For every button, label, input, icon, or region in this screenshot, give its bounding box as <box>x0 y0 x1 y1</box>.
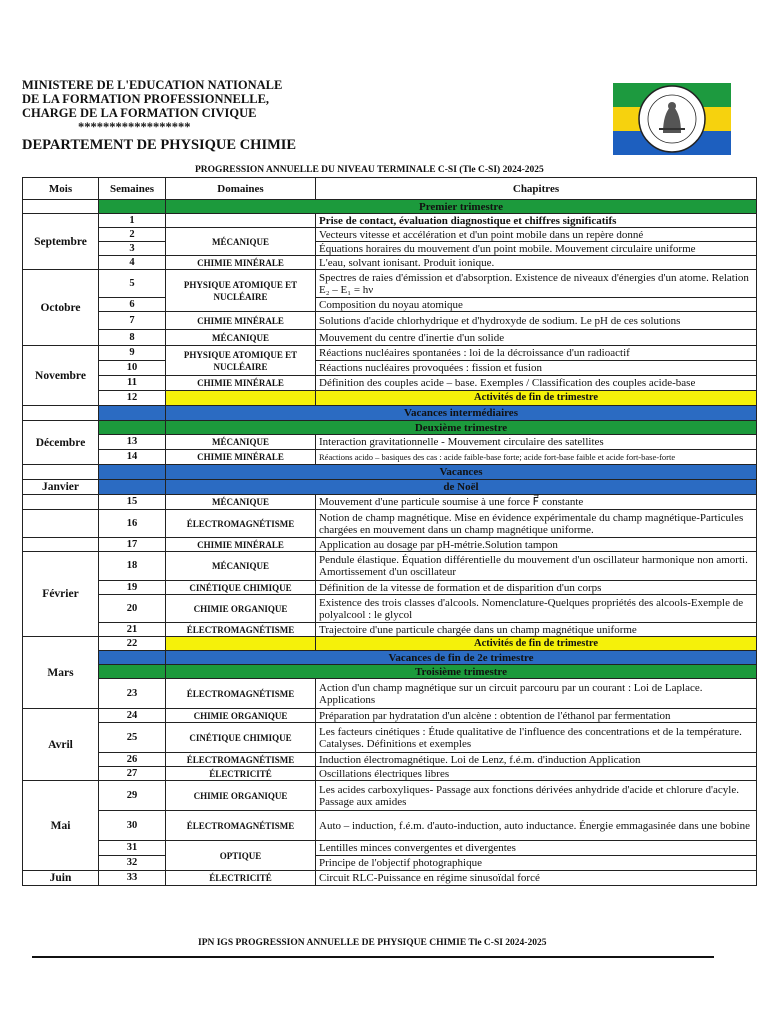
chapter-cell: Auto – induction, f.é.m. d'auto-induction, auto inductance. Énergie emmagasinée dans une bobine <box>316 811 757 841</box>
week-number: 4 <box>99 256 166 270</box>
department-title: DEPARTEMENT DE PHYSIQUE CHIMIE <box>22 137 297 153</box>
band-vacances: Vacances <box>166 465 757 480</box>
ministry-line-2: DE LA FORMATION PROFESSIONNELLE, <box>22 92 270 106</box>
week-number: 7 <box>99 312 166 330</box>
table-row <box>23 753 757 767</box>
week-number: 3 <box>99 242 166 256</box>
domain-cell: ÉLECTRICITÉ <box>166 871 316 886</box>
band-premier-trimestre: Premier trimestre <box>166 200 757 214</box>
chapter-cell: Les facteurs cinétiques : Étude qualitative de l'influence des concentrations et de la température. Catalyses. Définitions et exemples <box>316 723 757 753</box>
table-row <box>23 552 757 581</box>
green-cell <box>99 200 166 214</box>
chapter-cell: Solutions d'acide chlorhydrique et d'hydroxyde de sodium. Le pH de ces solutions <box>316 312 757 330</box>
chapter-cell: Principe de l'objectif photographique <box>316 856 757 871</box>
chapter-cell: Réactions nucléaires spontanées : loi de la décroissance d'un radioactif <box>316 346 757 361</box>
domain-cell: CINÉTIQUE CHIMIQUE <box>166 581 316 595</box>
table-row <box>23 330 757 346</box>
domain-cell: ÉLECTROMAGNÉTISME <box>166 811 316 841</box>
week-number: 23 <box>99 679 166 709</box>
table-row <box>23 376 757 391</box>
chapter-cell: Mouvement du centre d'inertie d'un solide <box>316 330 757 346</box>
chapter-cell: Composition du noyau atomique <box>316 298 757 312</box>
band-de-noel: de Noël <box>166 480 757 495</box>
chapter-cell: Réactions nucléaires provoquées : fission et fusion <box>316 361 757 376</box>
week-number: 17 <box>99 538 166 552</box>
week-number: 20 <box>99 595 166 623</box>
domain-cell: CHIMIE MINÉRALE <box>166 256 316 270</box>
table-header-row <box>23 178 757 200</box>
month-mars: Mars <box>23 637 99 709</box>
domain-cell: CHIMIE MINÉRALE <box>166 538 316 552</box>
domain-cell: CHIMIE MINÉRALE <box>166 450 316 465</box>
table-row <box>23 871 757 886</box>
domain-cell: MÉCANIQUE <box>166 552 316 581</box>
table-row <box>23 391 757 406</box>
col-header-chapitres: Chapitres <box>316 178 757 200</box>
chapter-cell: Notion de champ magnétique. Mise en évidence expérimentale du champ magnétique-Particules chargées en mouvement dans un champ magnétique uniforme. <box>316 510 757 538</box>
table-row <box>23 841 757 856</box>
blue-cell <box>99 406 166 421</box>
domain-cell: MÉCANIQUE <box>166 330 316 346</box>
month-mai: Mai <box>23 781 99 871</box>
blue-cell <box>99 465 166 480</box>
col-header-domaines: Domaines <box>166 178 316 200</box>
domain-cell: ÉLECTROMAGNÉTISME <box>166 753 316 767</box>
empty-cell <box>23 538 99 552</box>
month-avril: Avril <box>23 709 99 781</box>
week-number: 13 <box>99 435 166 450</box>
band-deuxieme-trimestre: Deuxième trimestre <box>166 421 757 435</box>
domain-cell: CHIMIE ORGANIQUE <box>166 781 316 811</box>
table-row <box>23 312 757 330</box>
table-title: PROGRESSION ANNUELLE DU NIVEAU TERMINALE C-SI (Tle C-SI) 2024-2025 <box>195 165 544 175</box>
footer-line <box>32 956 714 958</box>
band-vacances-fin-2e-trimestre: Vacances de fin de 2e trimestre <box>166 651 757 665</box>
week-number: 18 <box>99 552 166 581</box>
table-row <box>23 346 757 361</box>
chapter-cell-activites: Activités de fin de trimestre <box>316 391 757 406</box>
domain-cell: CHIMIE MINÉRALE <box>166 376 316 391</box>
chapter-cell: Oscillations électriques libres <box>316 767 757 781</box>
empty-cell <box>23 465 99 480</box>
chapter-cell: Pendule élastique. Équation différentielle du mouvement d'un oscillateur harmonique non amorti. Amortissement d'un oscillateur <box>316 552 757 581</box>
table-row <box>23 228 757 242</box>
domain-cell: CHIMIE MINÉRALE <box>166 312 316 330</box>
week-number: 25 <box>99 723 166 753</box>
domain-cell: ÉLECTRICITÉ <box>166 767 316 781</box>
empty-cell <box>23 495 99 510</box>
week-number: 10 <box>99 361 166 376</box>
month-juin: Juin <box>23 871 99 886</box>
chapter-cell: Mouvement d'une particule soumise à une force F⃗ constante <box>316 495 757 510</box>
table-row <box>23 495 757 510</box>
week-number: 8 <box>99 330 166 346</box>
blue-cell <box>99 480 166 495</box>
yellow-cell <box>166 637 316 651</box>
chapter-cell: Définition des couples acide – base. Exemples / Classification des couples acide-base <box>316 376 757 391</box>
week-number: 9 <box>99 346 166 361</box>
chapter-cell: Existence des trois classes d'alcools. Nomenclature-Quelques propriétés des alcools-Exemple de polyalcool : le glycol <box>316 595 757 623</box>
chapter-cell: Équations horaires du mouvement d'un point mobile. Mouvement circulaire uniforme <box>316 242 757 256</box>
month-septembre: Septembre <box>23 214 99 270</box>
domain-cell: ÉLECTROMAGNÉTISME <box>166 510 316 538</box>
week-number: 16 <box>99 510 166 538</box>
week-number: 24 <box>99 709 166 723</box>
week-number: 2 <box>99 228 166 242</box>
chapter-cell: Vecteurs vitesse et accélération et d'un point mobile dans un repère donné <box>316 228 757 242</box>
table-row <box>23 435 757 450</box>
progression-table <box>22 177 757 886</box>
week-number: 11 <box>99 376 166 391</box>
table-row <box>23 781 757 811</box>
month-janvier: Janvier <box>23 480 99 495</box>
empty-cell <box>23 200 99 214</box>
table-row <box>23 767 757 781</box>
table-row <box>23 298 757 312</box>
table-row <box>23 538 757 552</box>
ministry-line-1: MINISTERE DE L'EDUCATION NATIONALE <box>22 78 283 92</box>
table-row <box>23 709 757 723</box>
domain-cell: PHYSIQUE ATOMIQUE ET NUCLÉAIRE <box>166 346 316 376</box>
table-row <box>23 623 757 637</box>
table-row <box>23 811 757 841</box>
chapter-cell: Lentilles minces convergentes et divergentes <box>316 841 757 856</box>
week-number: 30 <box>99 811 166 841</box>
week-number: 14 <box>99 450 166 465</box>
table-row <box>23 510 757 538</box>
week-number: 27 <box>99 767 166 781</box>
table-row <box>23 637 757 651</box>
blue-cell <box>99 651 166 665</box>
chapter-cell: Application au dosage par pH-métrie.Solution tampon <box>316 538 757 552</box>
week-number: 33 <box>99 871 166 886</box>
domain-cell: ÉLECTROMAGNÉTISME <box>166 679 316 709</box>
domain-cell: CHIMIE ORGANIQUE <box>166 595 316 623</box>
domain-cell: CHIMIE ORGANIQUE <box>166 709 316 723</box>
empty-cell <box>23 406 99 421</box>
chapter-cell: Prise de contact, évaluation diagnostique et chiffres significatifs <box>316 214 757 228</box>
table-row <box>23 256 757 270</box>
week-number: 26 <box>99 753 166 767</box>
week-number: 31 <box>99 841 166 856</box>
chapter-cell: Action d'un champ magnétique sur un circuit parcouru par un courant : Loi de Laplace. Applications <box>316 679 757 709</box>
month-decembre: Décembre <box>23 421 99 465</box>
week-number: 1 <box>99 214 166 228</box>
chapter-cell-activites: Activités de fin de trimestre <box>316 637 757 651</box>
week-number: 21 <box>99 623 166 637</box>
chapter-cell: Spectres de raies d'émission et d'absorption. Existence de niveaux d'énergies d'un atome. Relation E₂ – E₁ = hν <box>316 270 757 298</box>
domain-cell <box>166 214 316 228</box>
week-number: 6 <box>99 298 166 312</box>
table-row <box>23 581 757 595</box>
table-row <box>23 679 757 709</box>
month-octobre: Octobre <box>23 270 99 346</box>
week-number: 32 <box>99 856 166 871</box>
ministry-header <box>22 78 282 134</box>
table-row <box>23 856 757 871</box>
green-cell <box>99 665 166 679</box>
week-number: 5 <box>99 270 166 298</box>
col-header-semaines: Semaines <box>99 178 166 200</box>
week-number: 22 <box>99 637 166 651</box>
table-row <box>23 450 757 465</box>
chapter-cell: Trajectoire d'une particule chargée dans un champ magnétique uniforme <box>316 623 757 637</box>
gabon-seal-emblem <box>613 83 731 155</box>
chapter-cell: Définition de la vitesse de formation et de disparition d'un corps <box>316 581 757 595</box>
table-row <box>23 270 757 298</box>
domain-cell: CINÉTIQUE CHIMIQUE <box>166 723 316 753</box>
domain-cell: MÉCANIQUE <box>166 435 316 450</box>
table-row <box>23 242 757 256</box>
chapter-cell: Interaction gravitationnelle - Mouvement circulaire des satellites <box>316 435 757 450</box>
chapter-cell: Préparation par hydratation d'un alcène : obtention de l'éthanol par fermentation <box>316 709 757 723</box>
footer-text: IPN IGS PROGRESSION ANNUELLE DE PHYSIQUE CHIMIE Tle C-SI 2024-2025 <box>198 938 547 948</box>
week-number: 19 <box>99 581 166 595</box>
week-number: 12 <box>99 391 166 406</box>
chapter-cell: Les acides carboxyliques- Passage aux fonctions dérivées anhydride d'acide et chlorure d'acyle. Passage aux amides <box>316 781 757 811</box>
ministry-stars: ****************** <box>78 120 191 134</box>
domain-cell: ÉLECTROMAGNÉTISME <box>166 623 316 637</box>
band-vacances-intermediaires: Vacances intermédiaires <box>166 406 757 421</box>
chapter-cell: Réactions acido – basiques des cas : acide faible-base forte; acide fort-base faible et acide fort-base-forte <box>316 450 757 465</box>
table-row <box>23 723 757 753</box>
week-number: 15 <box>99 495 166 510</box>
domain-cell: OPTIQUE <box>166 841 316 871</box>
domain-cell: MÉCANIQUE <box>166 495 316 510</box>
month-novembre: Novembre <box>23 346 99 406</box>
chapter-cell: Circuit RLC-Puissance en régime sinusoïdal forcé <box>316 871 757 886</box>
table-row <box>23 361 757 376</box>
domain-cell: PHYSIQUE ATOMIQUE ET NUCLÉAIRE <box>166 270 316 312</box>
green-cell <box>99 421 166 435</box>
chapter-cell: Induction électromagnétique. Loi de Lenz, f.é.m. d'induction Application <box>316 753 757 767</box>
empty-cell <box>23 510 99 538</box>
domain-cell: MÉCANIQUE <box>166 228 316 256</box>
chapter-cell: L'eau, solvant ionisant. Produit ionique. <box>316 256 757 270</box>
month-fevrier: Février <box>23 552 99 637</box>
yellow-cell <box>166 391 316 406</box>
band-troisieme-trimestre: Troisième trimestre <box>166 665 757 679</box>
week-number: 29 <box>99 781 166 811</box>
col-header-mois: Mois <box>23 178 99 200</box>
table-row <box>23 595 757 623</box>
table-row <box>23 214 757 228</box>
ministry-line-3: CHARGE DE LA FORMATION CIVIQUE <box>22 106 257 120</box>
